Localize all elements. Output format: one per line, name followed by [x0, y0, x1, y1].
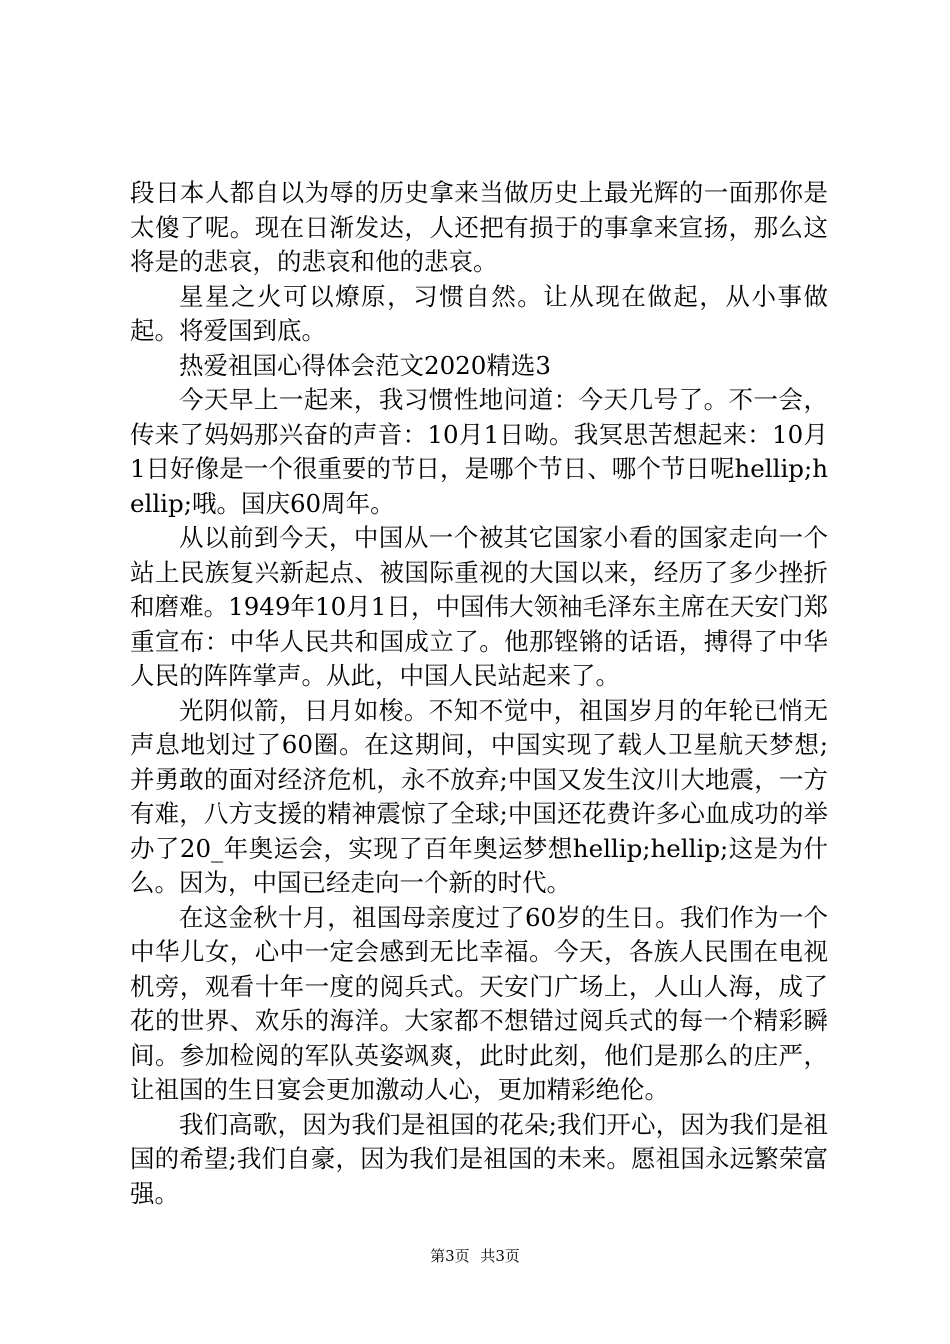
page-total: 共3页 — [480, 1247, 520, 1265]
paragraph: 光阴似箭，日月如梭。不知不觉中，祖国岁月的年轮已悄无声息地划过了60圈。在这期间，中国实现了载人卫星航天梦想;并勇敢的面对经济危机，永不放弃;中国又发生汶川大地震，一方有难，八方支援的精神震惊了全球;中国还花费许多心血成功的举办了20_年奥运会，实现了百年奥运梦想hellip;hellip;这是为什么。因为，中国已经走向一个新的时代。 — [130, 695, 828, 897]
paragraph: 今天早上一起来，我习惯性地问道：今天几号了。不一会，传来了妈妈那兴奋的声音：10月1日呦。我冥思苦想起来：10月1日好像是一个很重要的节日，是哪个节日、哪个节日呢hellip;hellip;哦。国庆60周年。 — [130, 385, 828, 518]
paragraph-continued: 段日本人都自以为辱的历史拿来当做历史上最光辉的一面那你是太傻了呢。现在日渐发达，人还把有损于的事拿来宣扬，那么这将是的悲哀，的悲哀和他的悲哀。 — [130, 178, 828, 276]
section-heading: 热爱祖国心得体会范文2020精选3 — [179, 350, 551, 380]
paragraph: 星星之火可以燎原，习惯自然。让从现在做起，从小事做起。将爱国到底。 — [130, 281, 828, 345]
document-body — [130, 176, 828, 1211]
paragraph: 我们高歌，因为我们是祖国的花朵;我们开心，因为我们是祖国的希望;我们自豪，因为我们是祖国的未来。愿祖国永远繁荣富强。 — [130, 1109, 828, 1208]
paragraph: 在这金秋十月，祖国母亲度过了60岁的生日。我们作为一个中华儿女，心中一定会感到无比幸福。今天，各族人民围在电视机旁，观看十年一度的阅兵式。天安门广场上，人山人海，成了花的世界、欢乐的海洋。大家都不想错过阅兵式的每一个精彩瞬间。参加检阅的军队英姿飒爽，此时此刻，他们是那么的庄严，让祖国的生日宴会更加激动人心，更加精彩绝伦。 — [130, 902, 828, 1104]
page-footer — [0, 1246, 950, 1266]
paragraph: 从以前到今天，中国从一个被其它国家小看的国家走向一个站上民族复兴新起点、被国际重视的大国以来，经历了多少挫折和磨难。1949年10月1日，中国伟大领袖毛泽东主席在天安门郑重宣布：中华人民共和国成立了。他那铿锵的话语，搏得了中华人民的阵阵掌声。从此，中国人民站起来了。 — [130, 523, 828, 690]
page-number: 第3页 — [430, 1247, 470, 1265]
